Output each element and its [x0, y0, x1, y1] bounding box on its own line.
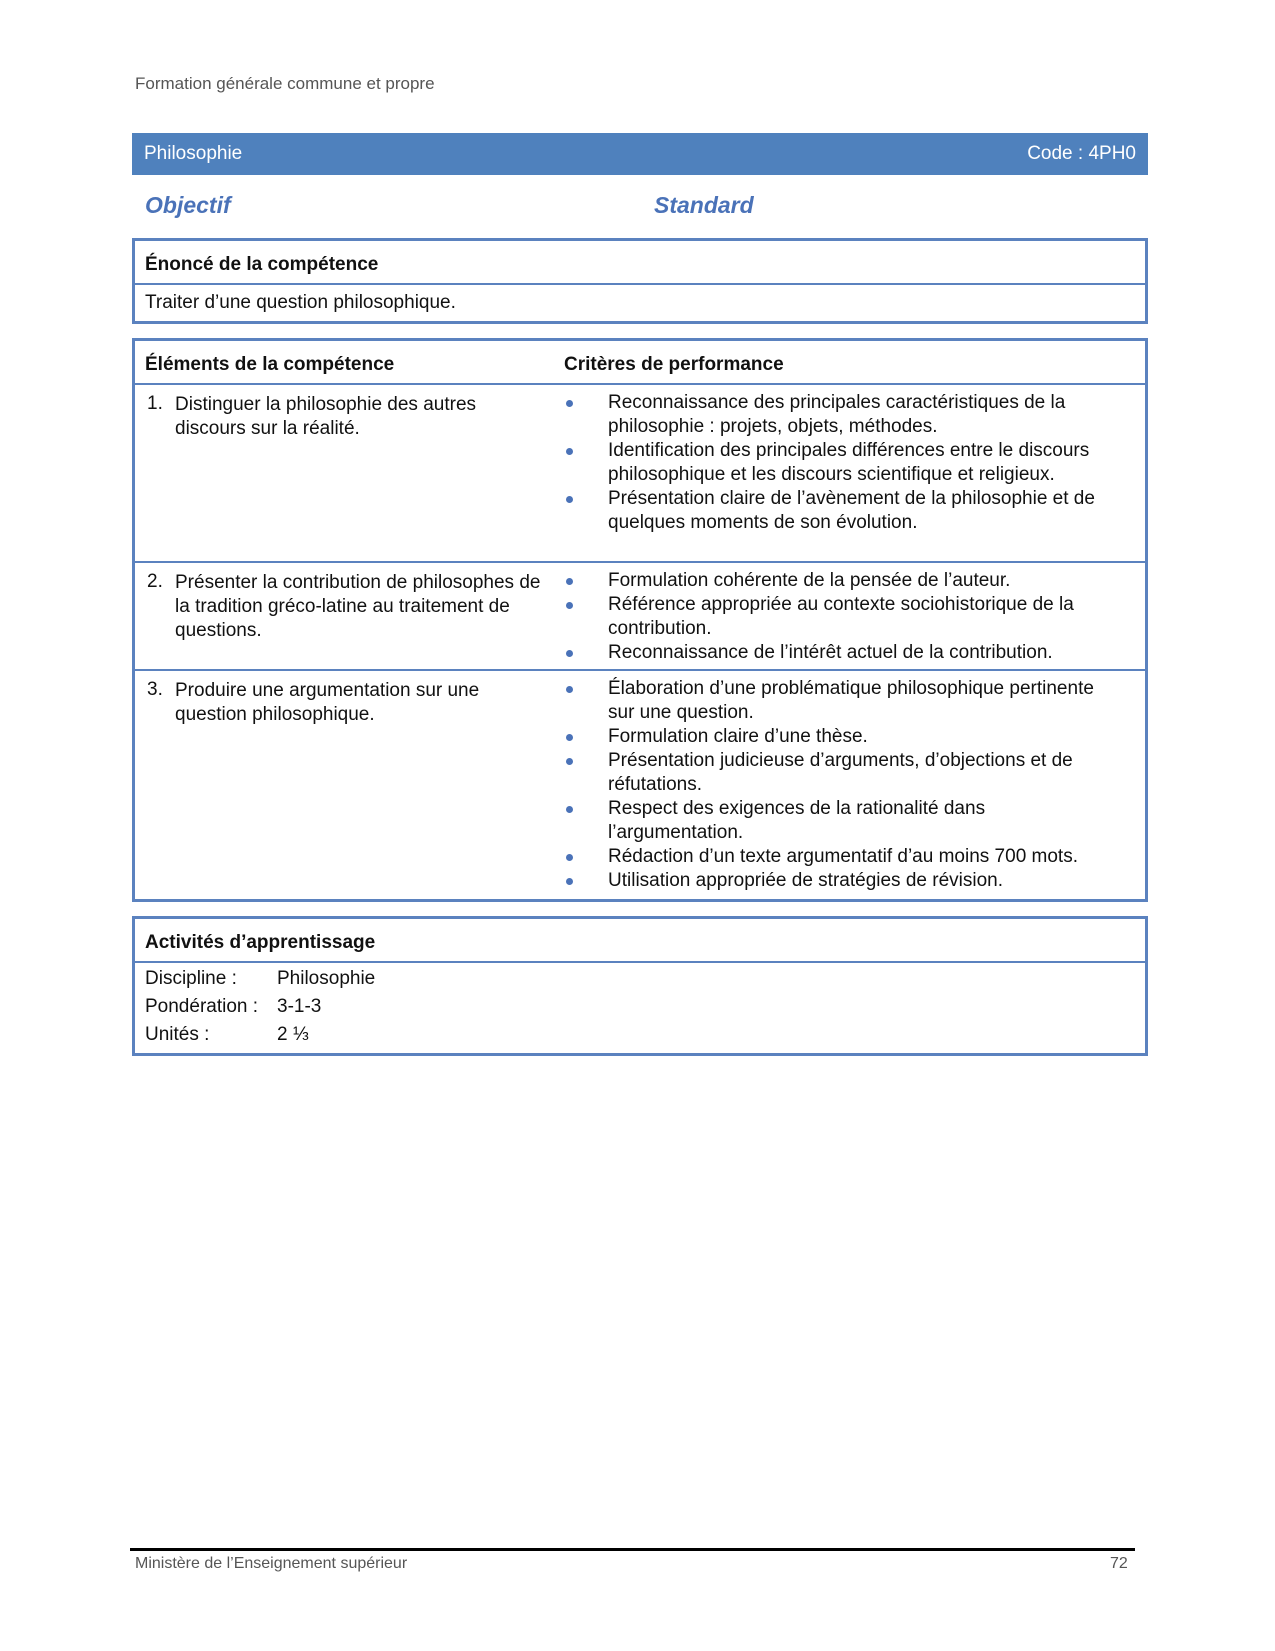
elements-heading: Éléments de la compétence [145, 354, 395, 375]
criteria-item [564, 487, 1124, 535]
bullet-icon [566, 578, 573, 585]
bullet-icon [566, 686, 573, 693]
course-title-bar [132, 133, 1148, 175]
discipline-label: Discipline : [145, 968, 237, 989]
criteria-text: Reconnaissance des principales caractéristiques de la philosophie : projets, objets, méthodes. [608, 392, 1066, 437]
course-title: Philosophie [144, 143, 243, 164]
criteria-item [564, 869, 1124, 893]
element-row [135, 385, 1145, 563]
elements-box [132, 338, 1148, 902]
criteria-list [564, 569, 1124, 665]
bullet-icon [566, 496, 573, 503]
criteria-text: Formulation claire d’une thèse. [608, 726, 868, 747]
bullet-icon [566, 650, 573, 657]
criteria-text: Référence appropriée au contexte sociohistorique de la contribution. [608, 594, 1074, 639]
element-row [135, 671, 1145, 899]
activites-row [145, 1021, 1135, 1049]
standard-label: Standard [654, 192, 754, 218]
activites-details [135, 963, 1145, 1051]
criteria-text: Rédaction d’un texte argumentatif d’au moins 700 mots. [608, 846, 1078, 867]
criteria-item [564, 641, 1124, 665]
criteria-text: Présentation claire de l’avènement de la philosophie et de quelques moments de son évolution. [608, 488, 1095, 533]
criteria-item [564, 725, 1124, 749]
elements-heading-row [135, 341, 1145, 385]
criteria-list [564, 677, 1124, 893]
bullet-icon [566, 734, 573, 741]
enonce-box [132, 238, 1148, 324]
enonce-heading: Énoncé de la compétence [135, 241, 1145, 285]
enonce-text: Traiter d’une question philosophique. [145, 292, 456, 313]
element-text: Présenter la contribution de philosophes de la tradition gréco-latine au traitement de questions. [175, 572, 541, 641]
discipline-value: Philosophie [277, 968, 376, 989]
footer-divider [130, 1548, 1135, 1551]
element-text: Distinguer la philosophie des autres discours sur la réalité. [175, 394, 477, 439]
course-code: Code : 4PH0 [1027, 143, 1136, 164]
page-header-text: Formation générale commune et propre [135, 74, 435, 93]
criteria-item [564, 749, 1124, 797]
criteria-item [564, 845, 1124, 869]
element-row [135, 563, 1145, 671]
criteria-item [564, 677, 1124, 725]
criteria-text: Présentation judicieuse d’arguments, d’objections et de réfutations. [608, 750, 1073, 795]
unites-value: 2 ⅓ [277, 1024, 309, 1045]
bullet-icon [566, 602, 573, 609]
activites-row [145, 965, 1135, 993]
bullet-icon [566, 448, 573, 455]
activites-box [132, 916, 1148, 1056]
activites-row [145, 993, 1135, 1021]
criteria-item [564, 797, 1124, 845]
criteria-heading: Critères de performance [564, 354, 784, 375]
activites-heading: Activités d’apprentissage [135, 919, 1145, 963]
criteria-item [564, 391, 1124, 439]
bullet-icon [566, 806, 573, 813]
criteria-item [564, 593, 1124, 641]
unites-label: Unités : [145, 1024, 210, 1045]
footer-ministry: Ministère de l’Enseignement supérieur [135, 1555, 408, 1572]
criteria-text: Respect des exigences de la rationalité dans l’argumentation. [608, 798, 986, 843]
criteria-text: Formulation cohérente de la pensée de l’auteur. [608, 570, 1011, 591]
criteria-text: Identification des principales différences entre le discours philosophique et les discours scientifique et religieux. [608, 440, 1090, 485]
criteria-text: Élaboration d’une problématique philosophique pertinente sur une question. [608, 678, 1094, 723]
bullet-icon [566, 758, 573, 765]
page-number: 72 [1110, 1555, 1128, 1572]
objectif-label: Objectif [145, 192, 231, 218]
objectif-standard-heading [145, 192, 765, 219]
element-text: Produire une argumentation sur une question philosophique. [175, 680, 480, 725]
criteria-item [564, 439, 1124, 487]
ponderation-label: Pondération : [145, 996, 259, 1017]
bullet-icon [566, 854, 573, 861]
ponderation-value: 3-1-3 [277, 996, 322, 1017]
element-number: 3. [147, 679, 163, 700]
criteria-text: Reconnaissance de l’intérêt actuel de la contribution. [608, 642, 1053, 663]
bullet-icon [566, 878, 573, 885]
criteria-item [564, 569, 1124, 593]
element-number: 1. [147, 393, 163, 414]
bullet-icon [566, 400, 573, 407]
criteria-list [564, 391, 1124, 535]
criteria-text: Utilisation appropriée de stratégies de révision. [608, 870, 1003, 891]
element-number: 2. [147, 571, 163, 592]
